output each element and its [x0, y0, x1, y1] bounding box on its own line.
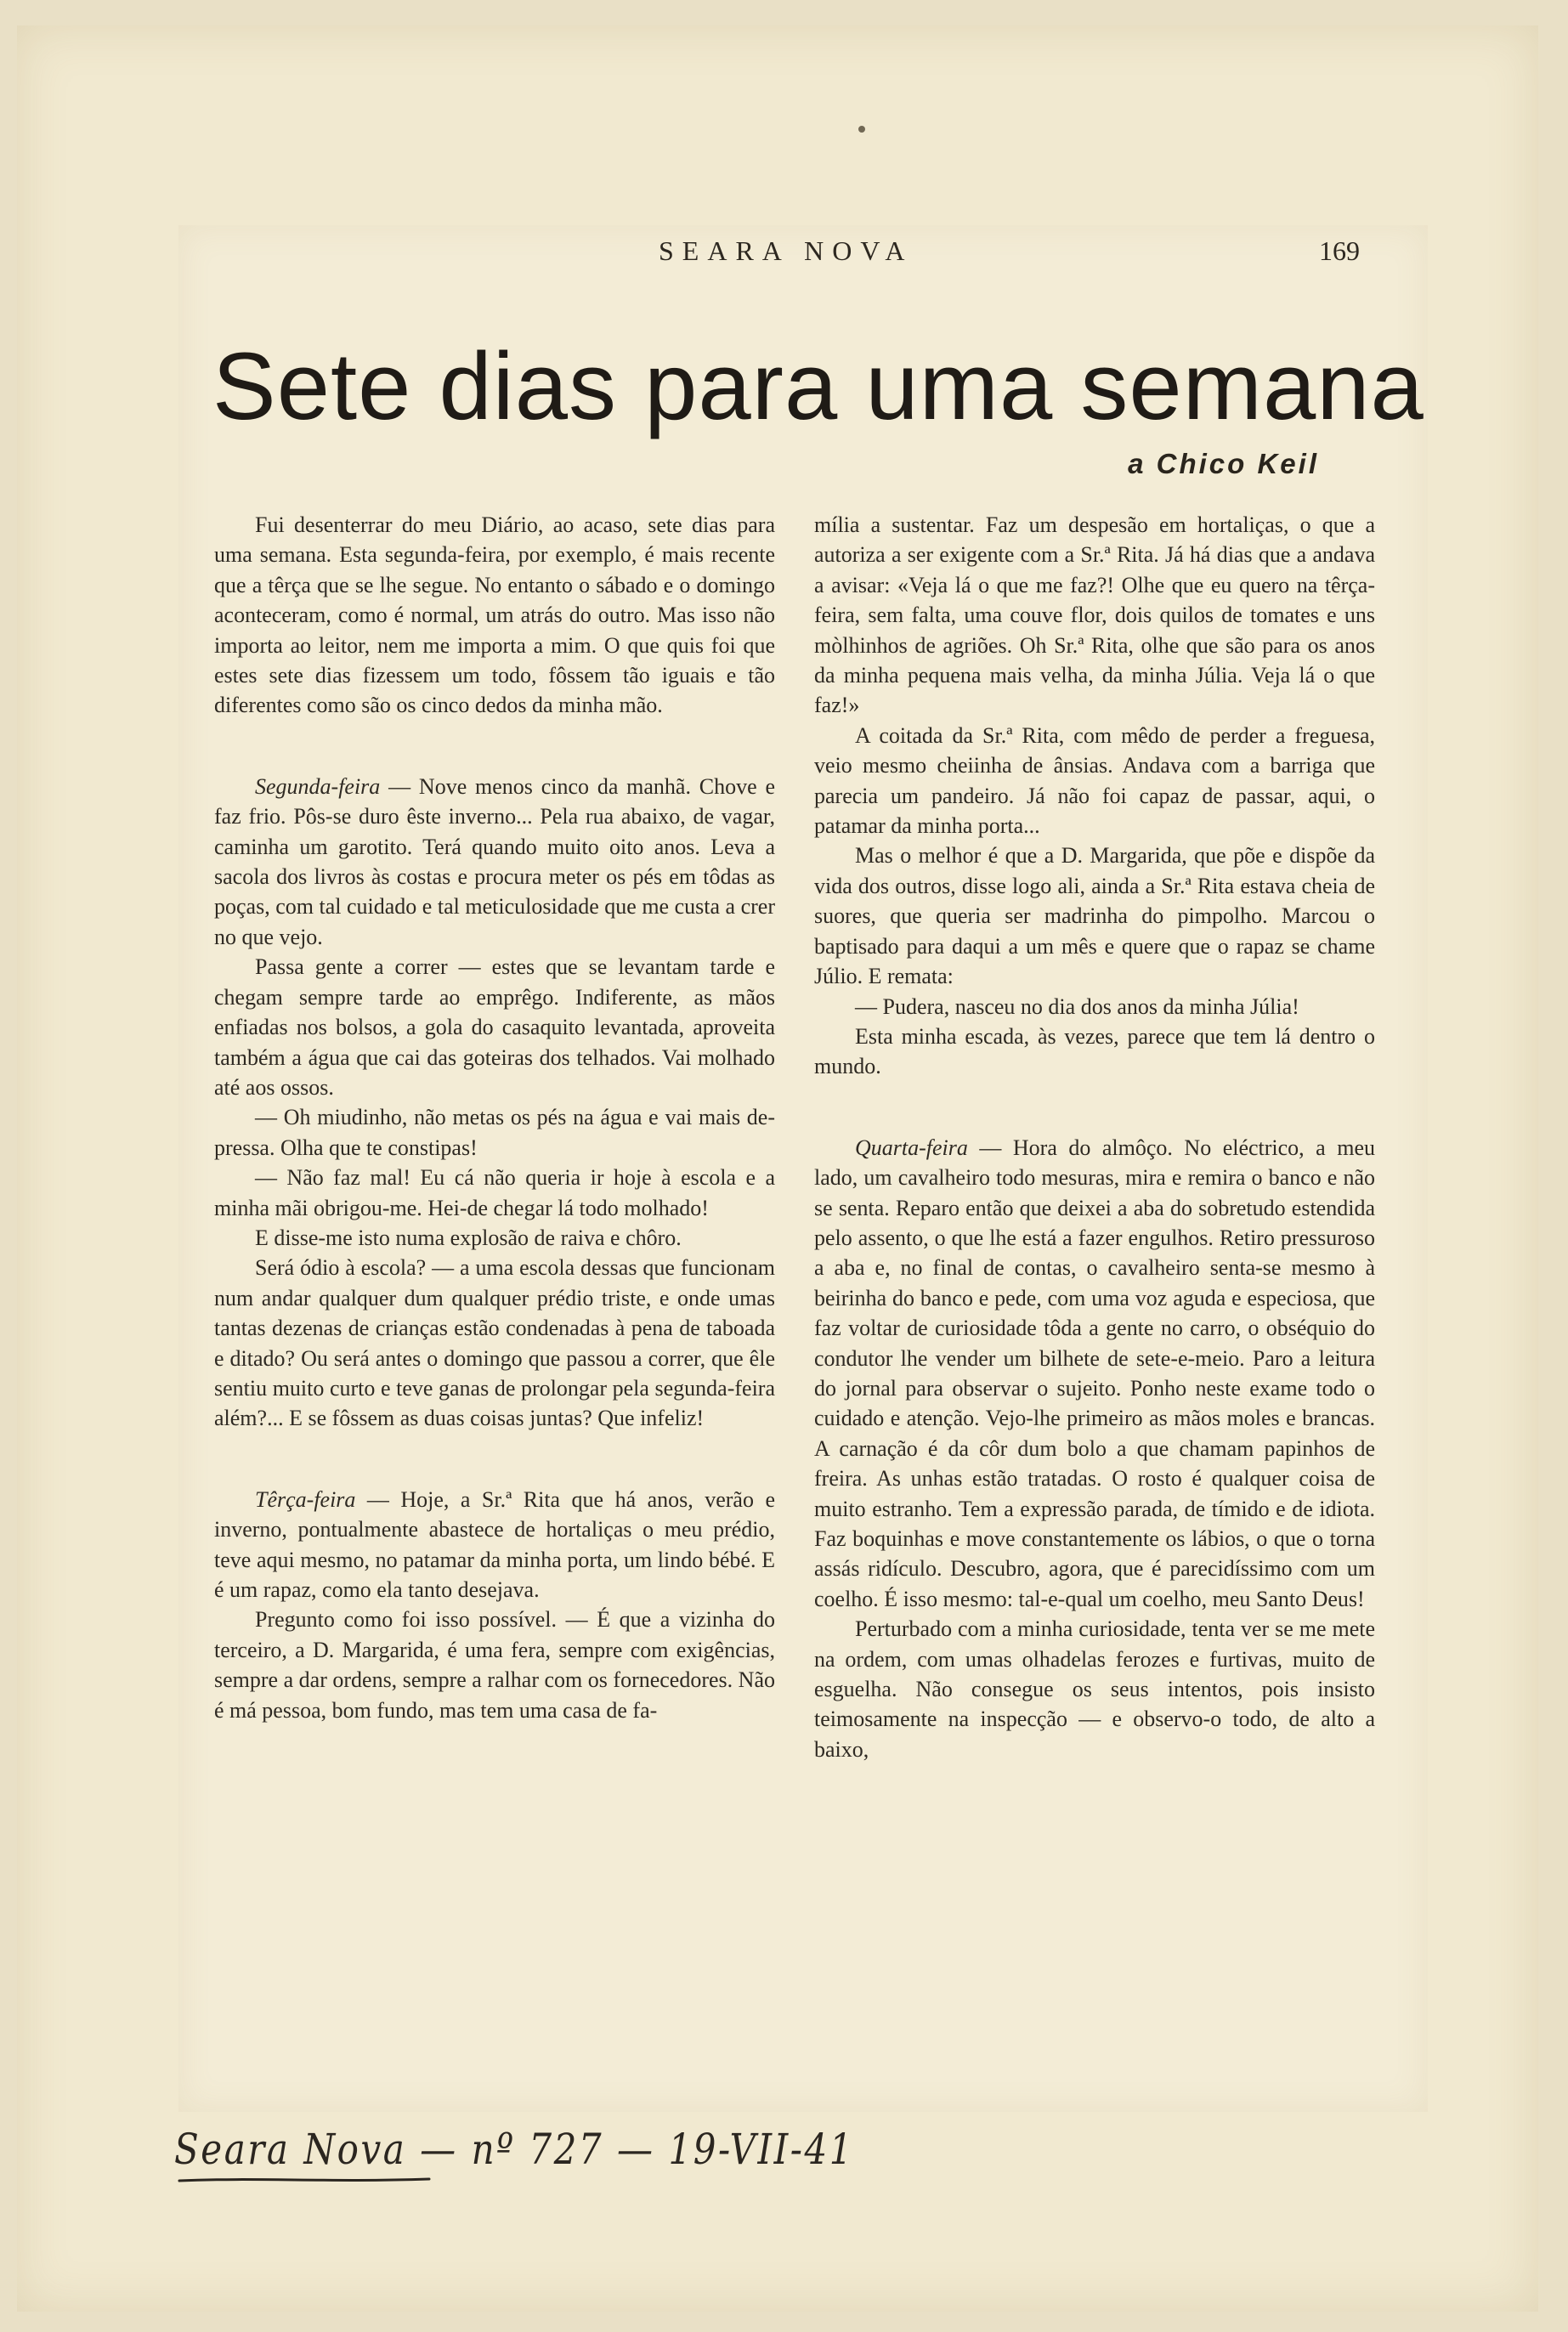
paragraph-text: — Nove menos cinco da manhã. Chove e faz frio. Pôs-se duro êste inverno... Pela rua abaixo, de vagar, caminha um garotito. Terá quando muito oito anos. Leva a sacola dos livros às costas e procura meter os pés em tôdas as poças, com tal cuidado e tal meticulosidade que me custa a crer no que vejo. — [214, 773, 775, 949]
article-title: Sete dias para uma semana — [212, 333, 1424, 439]
page-number: 169 — [1319, 235, 1360, 266]
paragraph-text: A coitada da Sr.ª Rita, com mêdo de perder a freguesa, veio mesmo cheiinha de ânsias. Andava com a barriga que parecia um pandeiro. Já não foi capaz de passar, aqui, o patamar da minha porta... — [814, 722, 1375, 839]
paragraph — [814, 721, 1375, 841]
paragraph-text: — Hoje, a Sr.ª Rita que há anos, verão e inverno, pontualmente abastece de hortaliças o meu prédio, teve aqui mesmo, no patamar da minha porta, um lindo bébé. E é um rapaz, como ela tanto desejava. — [214, 1486, 775, 1602]
paragraph-text: Pregunto como foi isso possível. — É que a vizinha do terceiro, a D. Margarida, é uma fera, sempre com exigências, sempre a dar ordens, sempre a ralhar com os fornecedores. Não é má pessoa, bom fundo, mas tem uma casa de fa- — [214, 1607, 775, 1723]
article-dedication: a Chico Keil — [1128, 448, 1319, 479]
paragraph-text: Será ódio à escola? — a uma escola dessas que funcionam num andar qualquer dum qualquer prédio triste, e onde umas tantas dezenas de crianças estão condenadas à pena de taboada e ditado? Ou será antes o domingo que passou a correr, que êle sentiu muito curto e teve ganas de prolongar pela segunda-feira além?... E se fôssem as duas coisas juntas? Que infeliz! — [214, 1255, 775, 1431]
paragraph — [214, 952, 775, 1102]
day-heading: Segunda-feira — [255, 773, 381, 799]
paragraph — [214, 1223, 775, 1253]
ink-speck — [858, 126, 865, 133]
paragraph — [214, 1102, 775, 1163]
paragraph — [214, 1163, 775, 1223]
paragraph-text: Esta minha escada, às vezes, parece que tem lá dentro o mundo. — [814, 1023, 1375, 1079]
paragraph-text: Fui desenterrar do meu Diário, ao acaso, sete dias para uma semana. Esta segunda-feira, por exemplo, é mais recente que a têrça que se lhe segue. No entanto o sábado e o domingo aconteceram, como é normal, um atrás do outro. Mas isso não importa ao leitor, nem me importa a mim. O que quis foi que estes sete dias fizessem um todo, fôssem tão iguais e tão diferentes como são os cinco dedos da minha mão. — [214, 512, 775, 718]
handwritten-underline — [179, 2179, 429, 2181]
handwritten-text: Seara Nova — nº 727 — 19-VII-41 — [174, 2125, 854, 2174]
paragraph — [214, 1605, 775, 1725]
paragraph-text: — Hora do almôço. No eléctrico, a meu lado, um cavalheiro todo mesuras, mira e remira o banco e não se senta. Reparo então que deixei a aba do sobretudo estendida pelo assento, o que lhe está a fazer engulhos. Retiro pressuroso a aba e, no final de contas, o cavalheiro senta-se mesmo à beirinha do banco e pede, com uma voz aguda e especiosa, que faz voltar de curiosidade tôda a gente no carro, o obséquio do condutor lhe vender um bilhete de sete-e-meio. Paro a leitura do jornal para observar o sujeito. Ponho neste exame todo o cuidado e atenção. Vejo-lhe primeiro as mãos moles e brancas. A carnação é da côr dum bolo a que chamam papinhos de freira. As unhas estão tratadas. O rosto é qualquer coisa de muito estranho. Tem a expressão parada, de tímido e de idiota. Faz boquinhas e move constantemente os lábios, o que o torna assás ridículo. Descubro, agora, que é parecidíssimo com um coelho. É isso mesmo: tal-e-qual um coelho, meu Santo Deus! — [814, 1135, 1375, 1611]
paragraph — [814, 1614, 1375, 1764]
paragraph — [814, 1133, 1375, 1615]
paragraph-text: — Não faz mal! Eu cá não queria ir hoje à escola e a minha mãi obrigou-me. Hei-de chegar lá todo molhado! — [214, 1165, 775, 1220]
paragraph-text: — Oh miudinho, não metas os pés na água e vai mais de-pressa. Olha que te constipas! — [214, 1105, 775, 1160]
journal-name: SEARA NOVA — [659, 235, 914, 266]
paragraph — [814, 1022, 1375, 1082]
paragraph — [214, 1253, 775, 1433]
paragraph — [814, 841, 1375, 991]
handwritten-annotation — [174, 2114, 897, 2191]
running-head — [178, 235, 1428, 269]
paragraph-text: mília a sustentar. Faz um despesão em hortaliças, o que a autoriza a ser exigente com a Sr.ª Rita. Já há dias que a andava a avisar: «Veja lá o que me faz?! Olhe que eu quero na têrça-feira, sem falta, uma couve flor, dois quilos de tomates e uns mòlhinhos de agriões. Oh Sr.ª Rita, olhe que são para os anos da minha pequena mais velha, da minha Júlia. Veja lá o que faz!» — [814, 512, 1375, 718]
mounting-board — [17, 25, 1538, 2312]
paragraph-text: Mas o melhor é que a D. Margarida, que põe e dispõe da vida dos outros, disse logo ali, ainda a Sr.ª Rita estava cheia de suores, que queria ser madrinha do pimpolho. Marcou o baptisado para daqui a um mês e quere que o rapaz se chame Júlio. E remata: — [814, 843, 1375, 989]
right-column — [814, 510, 1375, 1764]
paragraph — [214, 510, 775, 721]
day-heading: Quarta-feira — [855, 1135, 968, 1160]
newspaper-clipping — [178, 225, 1428, 2112]
paragraph-text: Passa gente a correr — estes que se levantam tarde e chegam sempre tarde ao emprêgo. Indiferente, as mãos enfiadas nos bolsos, a gola do casaquito levantada, aproveita também a água que cai das goteiras dos telhados. Vai molhado até aos ossos. — [214, 954, 775, 1100]
paragraph — [814, 510, 1375, 721]
paragraph-text: Perturbado com a minha curiosidade, tenta ver se me mete na ordem, com umas olhadelas ferozes e furtivas, muito de esguelha. Não consegue os seus intentos, pois insisto teimosamente na inspecção — e observo-o todo, de alto a baixo, — [814, 1616, 1375, 1762]
paragraph-text: E disse-me isto numa explosão de raiva e chôro. — [255, 1225, 682, 1250]
paragraph — [814, 992, 1375, 1022]
paragraph — [214, 1485, 775, 1605]
paragraph — [214, 772, 775, 952]
day-heading: Têrça-feira — [255, 1486, 356, 1512]
paragraph-text: — Pudera, nasceu no dia dos anos da minha Júlia! — [855, 993, 1299, 1019]
left-column — [214, 510, 775, 1725]
